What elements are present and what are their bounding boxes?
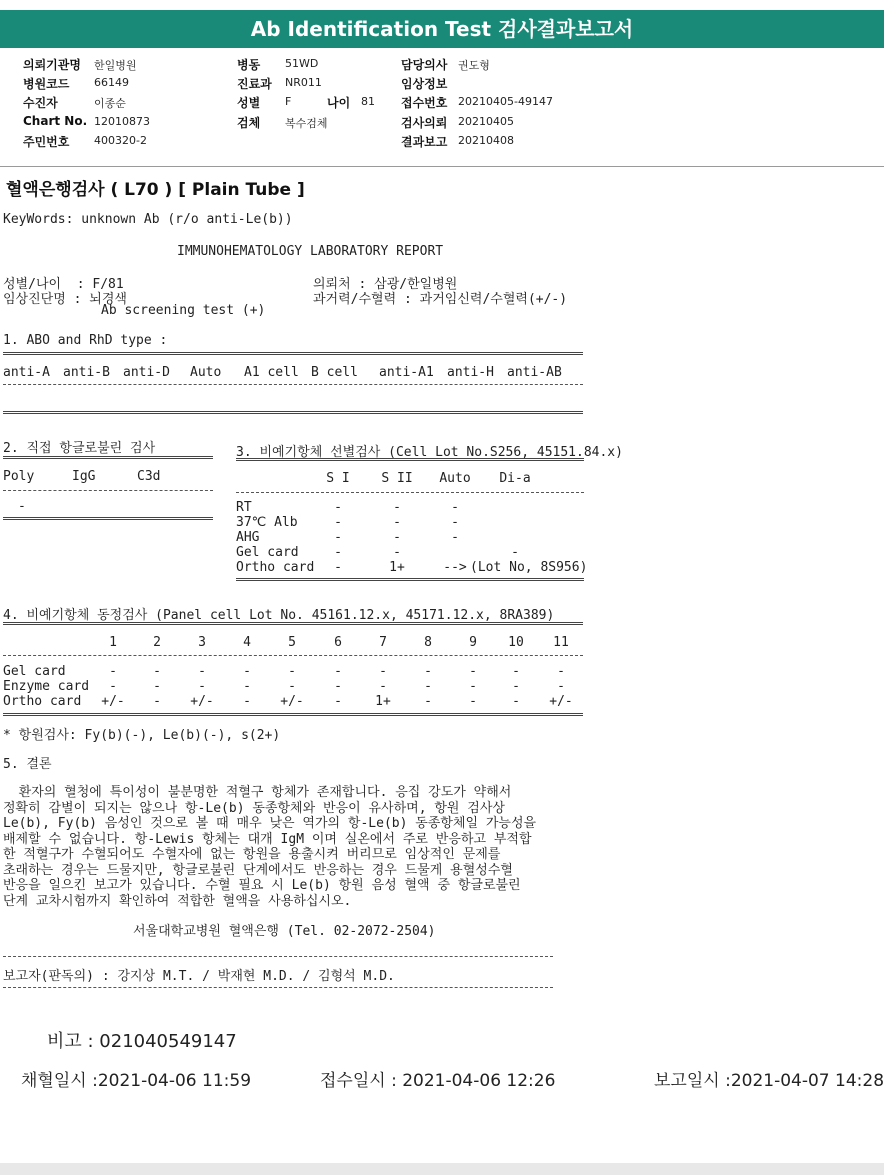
conclusion-line: 단계 교차시험까지 확인하여 적합한 혈액을 사용하십시오. bbox=[3, 893, 352, 909]
diagnosis: 임상진단명 : 뇌경색 bbox=[3, 292, 127, 307]
clinical-info-label: 임상정보 bbox=[401, 77, 448, 91]
divider bbox=[3, 655, 583, 656]
divider bbox=[3, 490, 213, 491]
abo-col-2: anti-D bbox=[123, 365, 170, 380]
screening-title: 3. 비예기항체 선별검사 (Cell Lot No.S256, 45151.84.x) bbox=[236, 445, 623, 460]
dat-col-c3d: C3d bbox=[137, 469, 161, 484]
panel-cell: - bbox=[379, 664, 387, 679]
conclusion-line: 초래하는 경우는 드물지만, 항글로불린 단계에서도 반응하는 경우 드물게 용혈성수혈 bbox=[3, 862, 513, 878]
panel-cell: - bbox=[198, 664, 206, 679]
panel-cell: - bbox=[469, 679, 477, 694]
section-title: 혈액은행검사 ( L70 ) [ Plain Tube ] bbox=[6, 180, 305, 200]
panel-col-7: 8 bbox=[424, 635, 432, 650]
screen-result: Ab screening test (+) bbox=[101, 303, 266, 318]
panel-title: 4. 비예기항체 동정검사 (Panel cell Lot No. 45161.12.x, 45171.12.x, 8RA389) bbox=[3, 608, 555, 623]
panel-cell: 1+ bbox=[375, 694, 391, 709]
panel-row-label: Gel card bbox=[3, 664, 66, 679]
divider bbox=[3, 384, 583, 385]
panel-col-8: 9 bbox=[469, 635, 477, 650]
screening-cell: - bbox=[451, 500, 459, 515]
reported-datetime: 보고일시 :2021-04-07 14:28 bbox=[654, 1071, 884, 1091]
remark: 비고 : 021040549147 bbox=[47, 1031, 237, 1052]
bottom-bar bbox=[0, 1163, 884, 1175]
screening-row-label: Ortho card bbox=[236, 560, 315, 575]
screening-cell: - bbox=[334, 500, 342, 515]
panel-cell: - bbox=[512, 679, 520, 694]
screening-col-2: Auto bbox=[439, 471, 471, 486]
antigen-test: * 항원검사: Fy(b)(-), Le(b)(-), s(2+) bbox=[3, 728, 281, 743]
screening-cell: - bbox=[393, 545, 401, 560]
panel-cell: +/- bbox=[549, 694, 573, 709]
panel-col-10: 11 bbox=[553, 635, 569, 650]
chart-no-value: 12010873 bbox=[94, 115, 150, 128]
abo-col-3: Auto bbox=[190, 365, 222, 380]
dat-col-poly: Poly bbox=[3, 469, 35, 484]
patient-name-value: 이종순 bbox=[94, 97, 126, 110]
panel-cell: - bbox=[512, 694, 520, 709]
panel-cell: - bbox=[243, 664, 251, 679]
panel-cell: - bbox=[109, 679, 117, 694]
reporter-line: 보고자(판독의) : 강지상 M.T. / 박재현 M.D. / 김형석 M.D. bbox=[3, 969, 395, 984]
abo-col-8: anti-AB bbox=[507, 365, 562, 380]
hospital-code-value: 66149 bbox=[94, 76, 129, 89]
doctor-value: 권도형 bbox=[458, 59, 490, 72]
hospital-name-value: 한일병원 bbox=[94, 59, 137, 72]
panel-cell: - bbox=[424, 664, 432, 679]
panel-col-2: 3 bbox=[198, 635, 206, 650]
abo-col-7: anti-H bbox=[447, 365, 494, 380]
divider bbox=[3, 456, 213, 459]
conclusion-line: 반응을 일으킨 보고가 있습니다. 수혈 필요 시 Le(b) 항원 음성 혈액 중 항글로불린 bbox=[3, 878, 521, 893]
panel-cell: - bbox=[379, 679, 387, 694]
abo-title: 1. ABO and RhD type : bbox=[3, 333, 168, 348]
panel-row-label: Enzyme card bbox=[3, 679, 90, 694]
ward-label: 병동 bbox=[237, 58, 261, 72]
conclusion-line: 정확히 감별이 되지는 않으나 항-Le(b) 동종항체와 반응이 유사하며, 항원 검사상 bbox=[3, 800, 505, 816]
panel-cell: - bbox=[153, 694, 161, 709]
specimen-value: 복수검체 bbox=[285, 117, 328, 130]
hospital-name-label: 의뢰기관명 bbox=[23, 58, 81, 72]
screening-cell: - bbox=[334, 545, 342, 560]
panel-cell: +/- bbox=[280, 694, 304, 709]
divider bbox=[236, 458, 584, 461]
conclusion-line: Le(b), Fy(b) 음성인 것으로 볼 때 매우 낮은 역가의 항-Le(b) 동종항체일 가능성을 bbox=[3, 816, 537, 831]
panel-cell: +/- bbox=[101, 694, 125, 709]
screening-cell: - bbox=[511, 545, 519, 560]
screening-cell: - bbox=[334, 560, 342, 575]
panel-cell: - bbox=[198, 679, 206, 694]
screening-row-label: 37℃ Alb bbox=[236, 515, 298, 530]
reception-no-value: 20210405-49147 bbox=[458, 95, 553, 108]
panel-cell: - bbox=[469, 664, 477, 679]
sex-value: F bbox=[285, 95, 292, 108]
panel-cell: - bbox=[109, 664, 117, 679]
panel-col-6: 7 bbox=[379, 635, 387, 650]
age-label: 나이 bbox=[327, 96, 351, 110]
divider bbox=[236, 492, 584, 493]
panel-cell: - bbox=[424, 679, 432, 694]
panel-cell: - bbox=[334, 679, 342, 694]
chart-no-label: Chart No. bbox=[23, 114, 88, 128]
divider bbox=[3, 956, 553, 957]
panel-cell: - bbox=[424, 694, 432, 709]
divider bbox=[3, 517, 213, 520]
screening-cell: - bbox=[451, 515, 459, 530]
divider bbox=[3, 987, 553, 988]
screening-cell: (Lot No, 8S956) bbox=[470, 560, 588, 575]
screening-row-label: RT bbox=[236, 500, 252, 515]
resident-no-label: 주민번호 bbox=[23, 135, 70, 149]
divider bbox=[3, 713, 583, 716]
screening-col-0: S I bbox=[326, 471, 350, 486]
panel-cell: - bbox=[243, 679, 251, 694]
dat-poly-value: - bbox=[18, 499, 26, 514]
panel-cell: - bbox=[153, 664, 161, 679]
panel-cell: - bbox=[512, 664, 520, 679]
abo-col-5: B cell bbox=[311, 365, 358, 380]
panel-cell: +/- bbox=[190, 694, 214, 709]
panel-cell: - bbox=[334, 664, 342, 679]
abo-col-1: anti-B bbox=[63, 365, 110, 380]
dat-title: 2. 직접 항글로불린 검사 bbox=[3, 441, 156, 456]
collected-datetime: 채혈일시 :2021-04-06 11:59 bbox=[21, 1071, 252, 1091]
department-label: 진료과 bbox=[237, 77, 272, 91]
report-heading: IMMUNOHEMATOLOGY LABORATORY REPORT bbox=[177, 244, 444, 259]
panel-col-0: 1 bbox=[109, 635, 117, 650]
referral: 의뢰처 : 삼광/한일병원 bbox=[313, 277, 458, 292]
request-date-value: 20210405 bbox=[458, 115, 514, 128]
sex-label: 성별 bbox=[237, 96, 261, 110]
panel-col-3: 4 bbox=[243, 635, 251, 650]
screening-col-1: S II bbox=[381, 471, 413, 486]
age-value: 81 bbox=[361, 95, 375, 108]
conclusion-title: 5. 결론 bbox=[3, 757, 52, 772]
panel-cell: - bbox=[153, 679, 161, 694]
panel-cell: - bbox=[557, 664, 565, 679]
panel-cell: - bbox=[243, 694, 251, 709]
keywords: KeyWords: unknown Ab (r/o anti-Le(b)) bbox=[3, 212, 293, 227]
screening-cell: - bbox=[393, 515, 401, 530]
panel-cell: - bbox=[288, 664, 296, 679]
screening-row-label: Gel card bbox=[236, 545, 299, 560]
screening-cell: - bbox=[393, 530, 401, 545]
screening-cell: - bbox=[393, 500, 401, 515]
screening-cell: --> bbox=[443, 560, 467, 575]
department-value: NR011 bbox=[285, 76, 322, 89]
doctor-label: 담당의사 bbox=[401, 58, 448, 72]
divider bbox=[3, 352, 583, 355]
panel-cell: - bbox=[334, 694, 342, 709]
sex-age: 성별/나이 : F/81 bbox=[3, 277, 124, 292]
hospital-code-label: 병원코드 bbox=[23, 77, 70, 91]
screening-cell: - bbox=[334, 530, 342, 545]
abo-col-6: anti-A1 bbox=[379, 365, 434, 380]
screening-cell: - bbox=[334, 515, 342, 530]
panel-cell: - bbox=[469, 694, 477, 709]
panel-cell: - bbox=[288, 679, 296, 694]
conclusion-line: 환자의 혈청에 특이성이 불분명한 적혈구 항체가 존재합니다. 응집 강도가 약해서 bbox=[3, 785, 512, 800]
specimen-label: 검체 bbox=[237, 116, 261, 130]
patient-name-label: 수진자 bbox=[23, 96, 58, 110]
screening-row-label: AHG bbox=[236, 530, 260, 545]
dat-col-igg: IgG bbox=[72, 469, 96, 484]
abo-col-0: anti-A bbox=[3, 365, 50, 380]
panel-col-5: 6 bbox=[334, 635, 342, 650]
conclusion-line: 한 적혈구가 수혈되어도 수혈자에 없는 항원을 용출시켜 버리므로 임상적인 문제를 bbox=[3, 847, 501, 862]
report-date-label: 결과보고 bbox=[401, 135, 448, 149]
panel-cell: - bbox=[557, 679, 565, 694]
screening-cell: - bbox=[451, 530, 459, 545]
panel-col-9: 10 bbox=[508, 635, 524, 650]
hospital-line: 서울대학교병원 혈액은행 (Tel. 02-2072-2504) bbox=[133, 924, 436, 939]
conclusion-line: 배제할 수 없습니다. 항-Lewis 항체는 대개 IgM 이며 실온에서 주로 반응하고 부적합 bbox=[3, 831, 532, 847]
report-date-value: 20210408 bbox=[458, 134, 514, 147]
ward-value: 51WD bbox=[285, 57, 319, 70]
screening-cell: 1+ bbox=[389, 560, 405, 575]
patient-header bbox=[0, 48, 884, 167]
abo-col-4: A1 cell bbox=[244, 365, 299, 380]
request-date-label: 검사의뢰 bbox=[401, 116, 448, 130]
divider bbox=[3, 622, 583, 625]
history: 과거력/수혈력 : 과거임신력/수혈력(+/-) bbox=[313, 292, 568, 307]
reception-no-label: 접수번호 bbox=[401, 96, 448, 110]
panel-col-4: 5 bbox=[288, 635, 296, 650]
screening-col-3: Di-a bbox=[499, 471, 531, 486]
panel-row-label: Ortho card bbox=[3, 694, 82, 709]
divider bbox=[3, 411, 583, 414]
received-datetime: 접수일시 : 2021-04-06 12:26 bbox=[320, 1071, 556, 1091]
report-title: Ab Identification Test 검사결과보고서 bbox=[250, 17, 634, 41]
resident-no-value: 400320-2 bbox=[94, 134, 147, 147]
divider bbox=[236, 578, 584, 581]
panel-col-1: 2 bbox=[153, 635, 161, 650]
